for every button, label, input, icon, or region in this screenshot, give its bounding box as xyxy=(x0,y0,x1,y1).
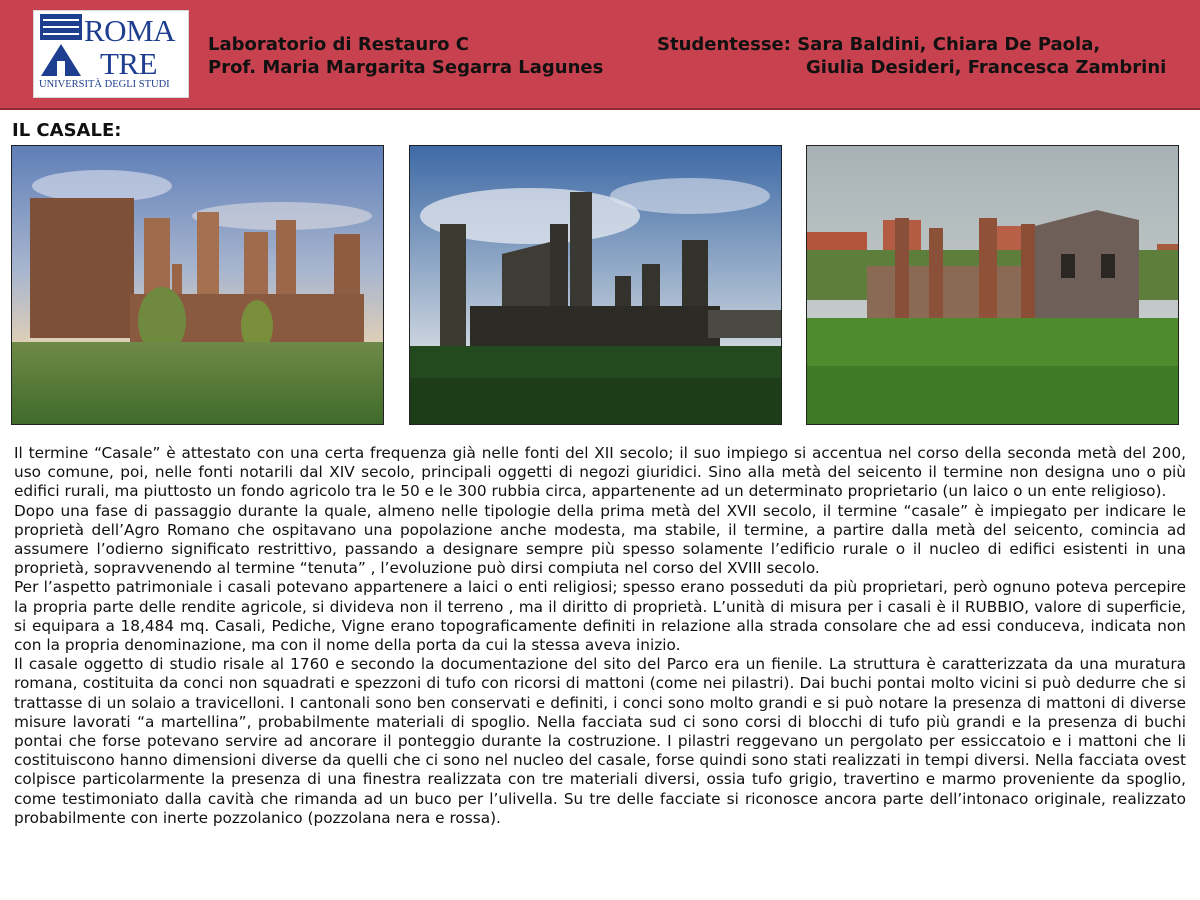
professor-name: Prof. Maria Margarita Segarra Lagunes xyxy=(208,57,604,78)
logo-tre-text: TRE xyxy=(100,46,158,81)
paragraph-4: Il casale oggetto di studio risale al 1760 e secondo la documentazione del sito del Parco era un fienile. La struttura è caratterizzata da una muratura romana, costituita da conci non squadrati e spezzoni di tufo con ricorsi di mattoni (come nei pilastri). Dai buchi pontai molto vicini si può dedurre che si trattasse di un solaio a travicelloni. I cantonali sono ben conservati e definiti, i conci sono molto grandi e si può notare la presenza di mattoni di diverse misure lavorati “a martellina”, probabilmente materiali di spoglio. Nella facciata sud ci sono corsi di blocchi di tufo più grandi e la presenza di buchi pontai che forse potevano servire ad ancorare il ponteggio durante la costruzione. I pilastri reggevano un pergolato per essiccatoio e i mattoni che li costituiscono hanno dimensioni diverse da quelli che ci sono nel nucleo del casale, forse quindi sono stati realizzati in tempi diversi. Nella facciata ovest colpisce particolarmente la presenza di una finestra realizzata con tre materiali diversi, ossia tufo grigio, travertino e marmo proveniente da spoglio, come testimoniato dalla cavità che rimanda ad un buco per l’ulivella. Su tre delle facciate si riconosce ancora parte dell’intonaco originale, realizzato probabilmente con inerte pozzolanico (pozzolana nera e rossa). xyxy=(14,655,1186,827)
casale-ruins-photo-sunset-icon xyxy=(12,146,384,425)
logo-subtitle: UNIVERSITÀ DEGLI STUDI xyxy=(39,79,170,90)
logo-roma-text: ROMA xyxy=(84,13,176,48)
casale-photo-backlit xyxy=(409,145,782,425)
header-banner xyxy=(0,0,1200,110)
roma-tre-emblem-icon xyxy=(40,14,82,76)
casale-ruins-photo-backlit-icon xyxy=(410,146,782,425)
students-line-1: Studentesse: Sara Baldini, Chiara De Paola, xyxy=(657,34,1101,55)
casale-photo-overcast xyxy=(806,145,1179,425)
university-logo[interactable] xyxy=(33,10,189,98)
paragraph-2: Dopo una fase di passaggio durante la quale, almeno nelle tipologie della prima metà del XVII secolo, il termine “casale” è impiegato per indicare le proprietà dell’Agro Romano che ospitavano una popolazione anche modesta, ma stabile, il termine, a partire dalla metà del seicento, comincia ad assumere l’odierno significato restrittivo, passando a designare sempre più spesso solamente l’edificio rurale o il nucleo di edifici esistenti in una proprietà, sopravvenendo al termine “tenuta” , l’evoluzione può dirsi compiuta nel corso del XVIII secolo. xyxy=(14,501,1186,578)
paragraph-1: Il termine “Casale” è attestato con una certa frequenza già nelle fonti del XII secolo; il suo impiego si accentua nel corso della seconda metà del 200, uso comune, poi, nelle fonti notarili dal XIV secolo, principali oggetti di negozi giuridici. Sino alla metà del seicento il termine non designa uno o più edifici rurali, ma piuttosto un fondo agricolo tra le 50 e le 300 rubbia circa, appartenente ad un determinato proprietario (un laico o un ente religioso). xyxy=(14,444,1186,501)
students-line-2: Giulia Desideri, Francesca Zambrini xyxy=(806,57,1167,78)
body-text xyxy=(14,444,1186,828)
section-title: IL CASALE: xyxy=(12,120,122,141)
paragraph-3: Per l’aspetto patrimoniale i casali potevano appartenere a laici o enti religiosi; spesso erano posseduti da più proprietari, però ognuno poteva percepire la propria parte delle rendite agricole, si divideva non il terreno , ma il diritto di proprietà. L’unità di misura per i casali è il RUBBIO, valore di superficie, si equipara a 18,484 mq. Casali, Pediche, Vigne erano topograficamente definiti in relazione alla strada consolare che ad essi conduceva, indicata non con la propria denominazione, ma con il nome della porta da cui la stessa aveva inizio. xyxy=(14,578,1186,655)
casale-ruins-photo-overcast-icon xyxy=(807,146,1179,425)
course-name: Laboratorio di Restauro C xyxy=(208,34,469,55)
casale-photo-sunset xyxy=(11,145,384,425)
